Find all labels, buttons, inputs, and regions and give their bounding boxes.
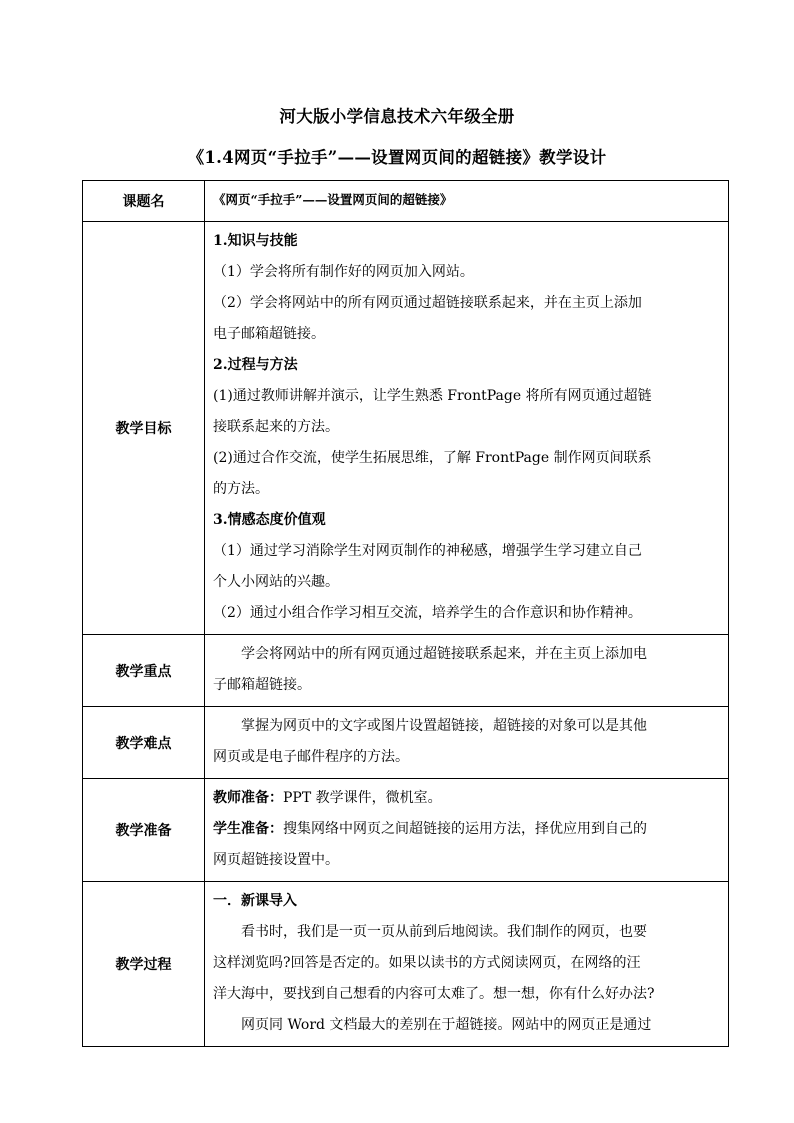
process-text: 网页同 Word 文档最大的差别在于超链接。网站中的网页正是通过 bbox=[241, 1017, 652, 1033]
label-topic: 课题名 bbox=[83, 181, 205, 222]
objective-text: （2）通过小组合作学习相互交流，培养学生的合作意识和协作精神。 bbox=[213, 605, 642, 621]
teacher-preparation-label: 教师准备： bbox=[213, 790, 283, 806]
objective-text: (1)通过教师讲解并演示，让学生熟悉 FrontPage 将所有网页通过超链 bbox=[213, 388, 652, 404]
label-key-points: 教学重点 bbox=[83, 635, 205, 707]
process-heading: 一．新课导入 bbox=[213, 893, 297, 909]
objective-heading-attitude: 3.情感态度价值观 bbox=[213, 512, 326, 528]
process-text: 洋大海中，要找到自己想看的内容可太难了。想一想，你有什么好办法? bbox=[213, 986, 655, 1002]
label-difficult-points: 教学难点 bbox=[83, 707, 205, 779]
difficult-points-text: 网页或是电子邮件程序的方法。 bbox=[213, 749, 409, 765]
row-difficult-points bbox=[83, 707, 729, 779]
row-objectives bbox=[83, 222, 729, 635]
topic-value: 《网页“手拉手”——设置网页间的超链接》 bbox=[213, 192, 453, 207]
objective-text: 电子邮箱超链接。 bbox=[213, 326, 325, 342]
objective-text: (2)通过合作交流，使学生拓展思维，了解 FrontPage 制作网页间联系 bbox=[213, 450, 652, 466]
key-points-text: 子邮箱超链接。 bbox=[213, 677, 311, 693]
objective-text: 个人小网站的兴趣。 bbox=[213, 574, 339, 590]
difficult-points-text: 掌握为网页中的文字或图片设置超链接，超链接的对象可以是其他 bbox=[241, 718, 647, 734]
student-preparation bbox=[213, 814, 722, 845]
lesson-plan-table bbox=[82, 180, 729, 1047]
objective-heading-process: 2.过程与方法 bbox=[213, 357, 298, 373]
student-preparation-value-cont: 网页超链接设置中。 bbox=[213, 852, 339, 868]
label-process: 教学过程 bbox=[83, 882, 205, 1047]
label-objectives: 教学目标 bbox=[83, 222, 205, 635]
objective-text: 的方法。 bbox=[213, 481, 269, 497]
teacher-preparation-value: PPT 教学课件，微机室。 bbox=[283, 790, 442, 806]
process-text: 看书时，我们是一页一页从前到后地阅读。我们制作的网页，也要 bbox=[241, 924, 647, 940]
objective-text: （2）学会将网站中的所有网页通过超链接联系起来，并在主页上添加 bbox=[213, 295, 642, 311]
student-preparation-label: 学生准备： bbox=[213, 821, 283, 837]
row-topic bbox=[83, 181, 729, 222]
row-process bbox=[83, 882, 729, 1047]
document-title-line1: 河大版小学信息技术六年级全册 bbox=[279, 107, 515, 126]
objective-text: 接联系起来的方法。 bbox=[213, 419, 339, 435]
process-text: 这样浏览吗?回答是否定的。如果以读书的方式阅读网页，在网络的汪 bbox=[213, 955, 641, 971]
row-key-points bbox=[83, 635, 729, 707]
row-preparation bbox=[83, 779, 729, 882]
document-title-line2: 《1.4网页“手拉手”——设置网页间的超链接》教学设计 bbox=[187, 148, 607, 167]
label-preparation: 教学准备 bbox=[83, 779, 205, 882]
objective-text: （1）通过学习消除学生对网页制作的神秘感，增强学生学习建立自己 bbox=[213, 543, 642, 559]
objective-text: （1）学会将所有制作好的网页加入网站。 bbox=[213, 264, 474, 280]
teacher-preparation bbox=[213, 783, 722, 814]
student-preparation-value: 搜集网络中网页之间超链接的运用方法，择优应用到自己的 bbox=[283, 821, 647, 837]
key-points-text: 学会将网站中的所有网页通过超链接联系起来，并在主页上添加电 bbox=[241, 646, 647, 662]
objective-heading-knowledge: 1.知识与技能 bbox=[213, 233, 298, 249]
